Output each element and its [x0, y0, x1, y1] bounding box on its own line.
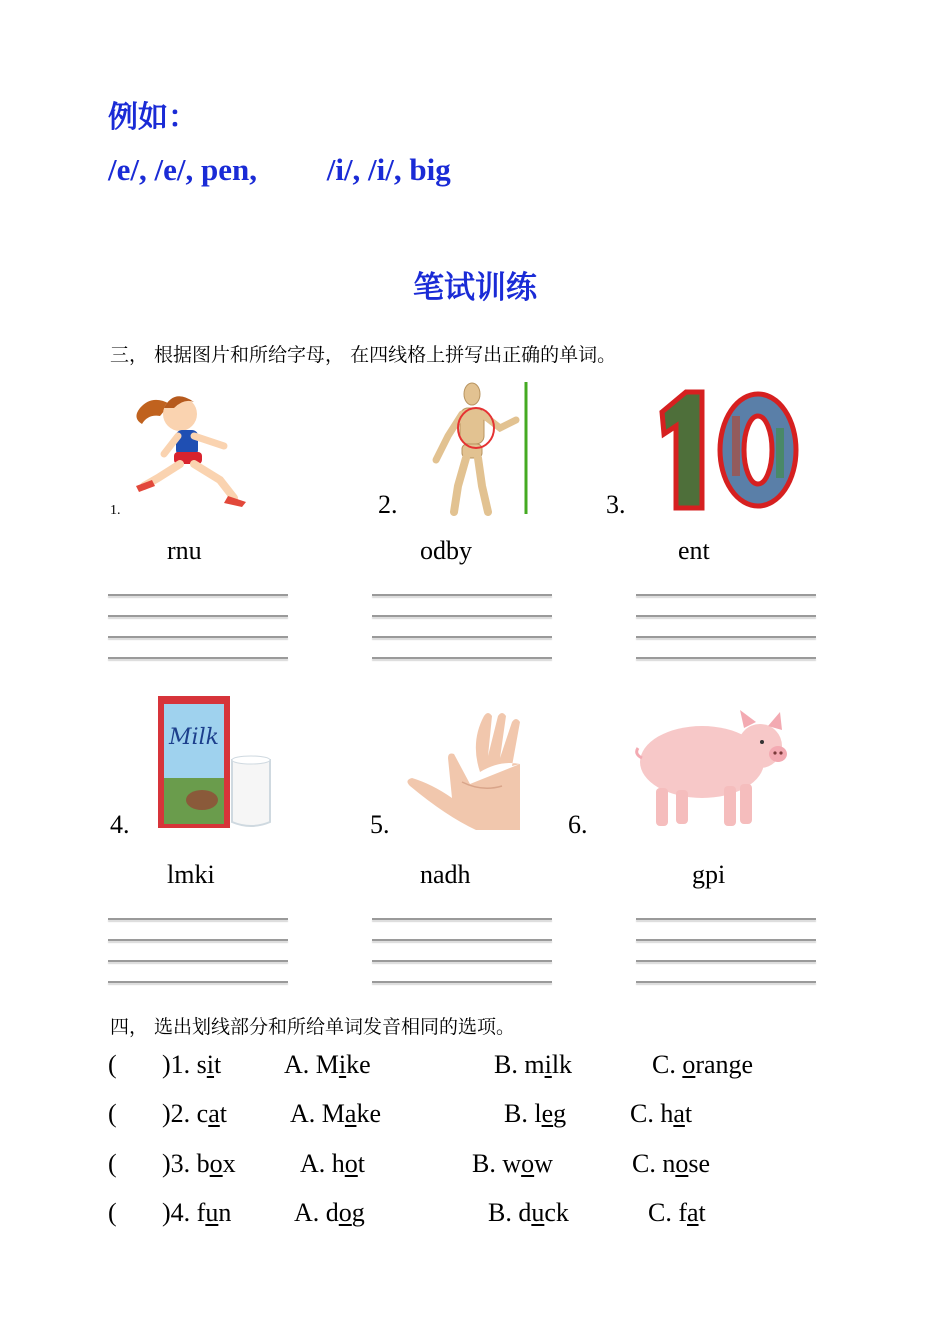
option-a[interactable]: A. hot — [300, 1149, 366, 1178]
item-number-5: 5. — [370, 810, 390, 839]
item-number-3: 3. — [606, 490, 626, 519]
example-line — [108, 152, 451, 188]
hand-picture — [402, 712, 526, 830]
number-ten-picture — [648, 388, 804, 514]
question-word: )2. cat — [162, 1099, 227, 1128]
option-c[interactable]: C. nose — [632, 1149, 711, 1178]
four-line-grid-6[interactable] — [636, 918, 816, 986]
option-c[interactable]: C. hat — [630, 1099, 693, 1128]
carton-brand-text: Milk — [169, 725, 219, 750]
four-line-grid-4[interactable] — [108, 918, 288, 986]
scrambled-letters-3: ent — [678, 536, 710, 565]
scrambled-letters-6: gpi — [692, 860, 726, 889]
answer-blank[interactable]: ( — [108, 1149, 117, 1178]
answer-blank[interactable]: ( — [108, 1099, 117, 1128]
question-word: )3. box — [162, 1149, 236, 1178]
item-number-4: 4. — [110, 810, 130, 839]
answer-blank[interactable]: ( — [108, 1198, 117, 1227]
four-line-grid-1[interactable] — [108, 594, 288, 662]
option-a[interactable]: A. Make — [290, 1099, 381, 1128]
question-word: )4. fun — [162, 1198, 232, 1227]
option-a[interactable]: A. dog — [294, 1198, 365, 1227]
scrambled-letters-4: lmki — [167, 860, 215, 889]
running-girl-picture — [128, 386, 254, 514]
part3-instruction: 三， 根据图片和所给字母， 在四线格上拼写出正确的单词。 — [110, 344, 617, 366]
question-word: )1. sit — [162, 1050, 222, 1079]
option-b[interactable]: B. duck — [488, 1198, 569, 1227]
item-number-6: 6. — [568, 810, 588, 839]
example-item-1: /e/, /e/, pen, — [108, 152, 257, 187]
example-label: 例如： — [108, 100, 198, 135]
option-a[interactable]: A. Mike — [284, 1050, 371, 1079]
item-number-1: 1. — [110, 503, 121, 518]
milk-carton-picture — [150, 688, 280, 830]
item-number-2: 2. — [378, 490, 398, 519]
scrambled-letters-2: odby — [420, 536, 472, 565]
four-line-grid-3[interactable] — [636, 594, 816, 662]
scrambled-letters-5: nadh — [420, 860, 471, 889]
four-line-grid-2[interactable] — [372, 594, 552, 662]
part4-instruction: 四， 选出划线部分和所给单词发音相同的选项。 — [110, 1016, 516, 1038]
pig-picture — [632, 706, 796, 830]
question-row-4 — [108, 1198, 868, 1232]
option-b[interactable]: B. leg — [504, 1099, 567, 1128]
section-title: 笔试训练 — [413, 270, 537, 306]
option-c[interactable]: C. fat — [648, 1198, 706, 1227]
four-line-grid-5[interactable] — [372, 918, 552, 986]
question-row-1 — [108, 1050, 868, 1084]
wooden-mannequin-picture — [420, 380, 530, 516]
example-item-2: /i/, /i/, big — [326, 152, 451, 187]
question-row-2 — [108, 1099, 868, 1133]
option-b[interactable]: B. wow — [472, 1149, 553, 1178]
option-c[interactable]: C. orange — [652, 1050, 754, 1079]
option-b[interactable]: B. milk — [494, 1050, 573, 1079]
scrambled-letters-1: rnu — [167, 536, 202, 565]
answer-blank[interactable]: ( — [108, 1050, 117, 1079]
question-row-3 — [108, 1149, 868, 1183]
